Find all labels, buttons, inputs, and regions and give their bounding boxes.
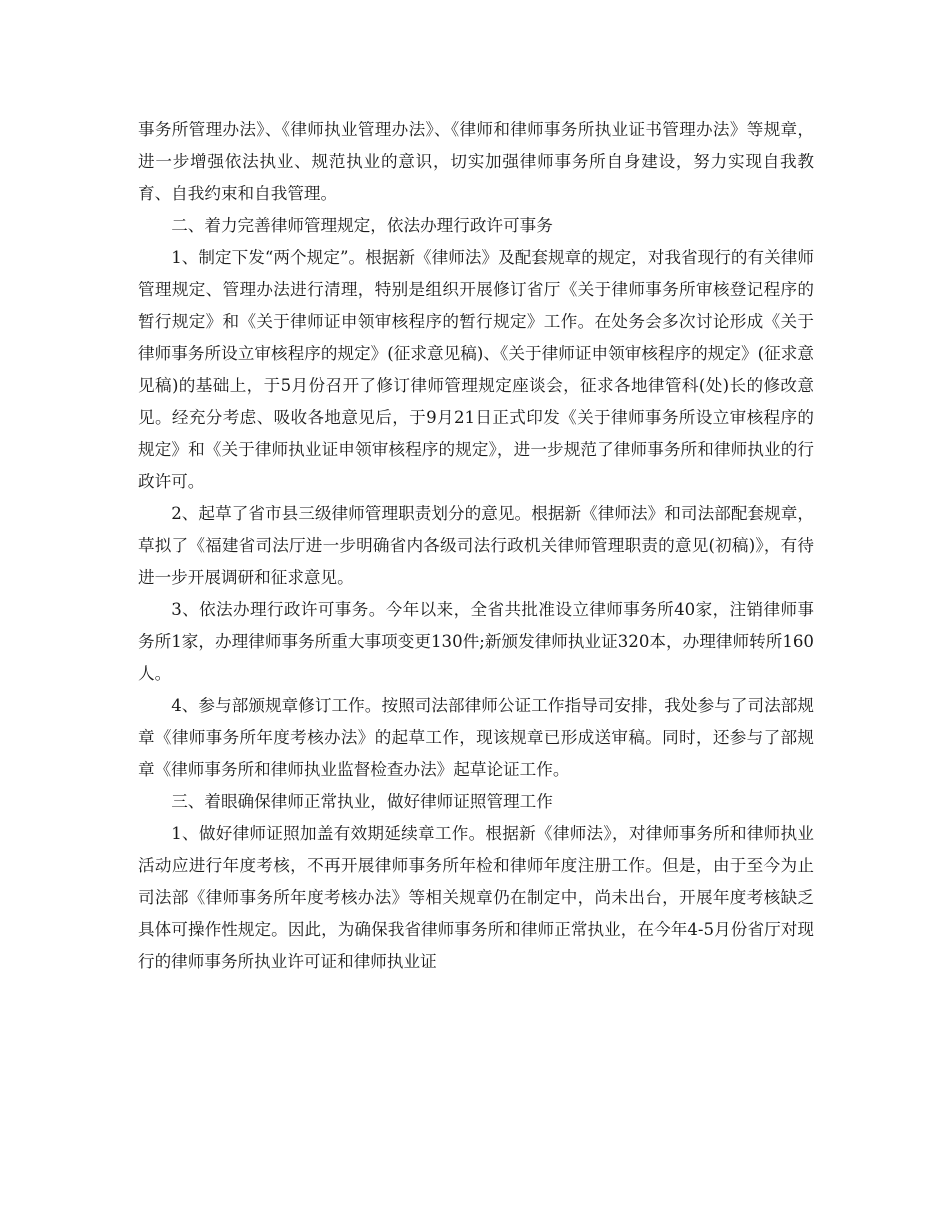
section-heading-2: 二、着力完善律师管理规定，依法办理行政许可事务 xyxy=(171,216,553,235)
paragraph-item-3: 3、依法办理行政许可事务。今年以来，全省共批准设立律师事务所40家，注销律师事务所1家，办理律师事务所重大事项变更130件;新颁发律师执业证320本，办理律师转所160人。 xyxy=(138,600,814,683)
paragraph-continuation: 事务所管理办法》、《律师执业管理办法》、《律师和律师事务所执业证书管理办法》等规章，进一步增强依法执业、规范执业的意识，切实加强律师事务所自身建设，努力实现自我教育、自我约束和自我管理。 xyxy=(138,120,814,203)
paragraph-item-1: 1、制定下发“两个规定”。根据新《律师法》及配套规章的规定，对我省现行的有关律师管理规定、管理办法进行清理，特别是组织开展修订省厅《关于律师事务所审核登记程序的暂行规定》和《关于律师证申领审核程序的暂行规定》工作。在处务会多次讨论形成《关于律师事务所设立审核程序的规定》(征求意见稿)、《关于律师证申领审核程序的规定》(征求意见稿)的基础上，于5月份召开了修订律师管理规定座谈会，征求各地律管科(处)长的修改意见。经充分考虑、吸收各地意见后，于9月21日正式印发《关于律师事务所设立审核程序的规定》和《关于律师执业证申领审核程序的规定》，进一步规范了律师事务所和律师执业的行政许可。 xyxy=(138,248,814,491)
section-heading-3: 三、着眼确保律师正常执业，做好律师证照管理工作 xyxy=(171,792,553,811)
paragraph-item-1-section-3: 1、做好律师证照加盖有效期延续章工作。根据新《律师法》，对律师事务所和律师执业活动应进行年度考核，不再开展律师事务所年检和律师年度注册工作。但是，由于至今为止司法部《律师事务所年度考核办法》等相关规章仍在制定中，尚未出台，开展年度考核缺乏具体可操作性规定。因此，为确保我省律师事务所和律师正常执业，在今年4-5月份省厅对现行的律师事务所执业许可证和律师执业证 xyxy=(138,824,814,971)
paragraph-item-2: 2、起草了省市县三级律师管理职责划分的意见。根据新《律师法》和司法部配套规章，草拟了《福建省司法厅进一步明确省内各级司法行政机关律师管理职责的意见(初稿)》，有待进一步开展调研和征求意见。 xyxy=(138,504,814,587)
paragraph-item-4: 4、参与部颁规章修订工作。按照司法部律师公证工作指导司安排，我处参与了司法部规章《律师事务所年度考核办法》的起草工作，现该规章已形成送审稿。同时，还参与了部规章《律师事务所和律师执业监督检查办法》起草论证工作。 xyxy=(138,696,814,779)
document-body xyxy=(138,114,814,978)
